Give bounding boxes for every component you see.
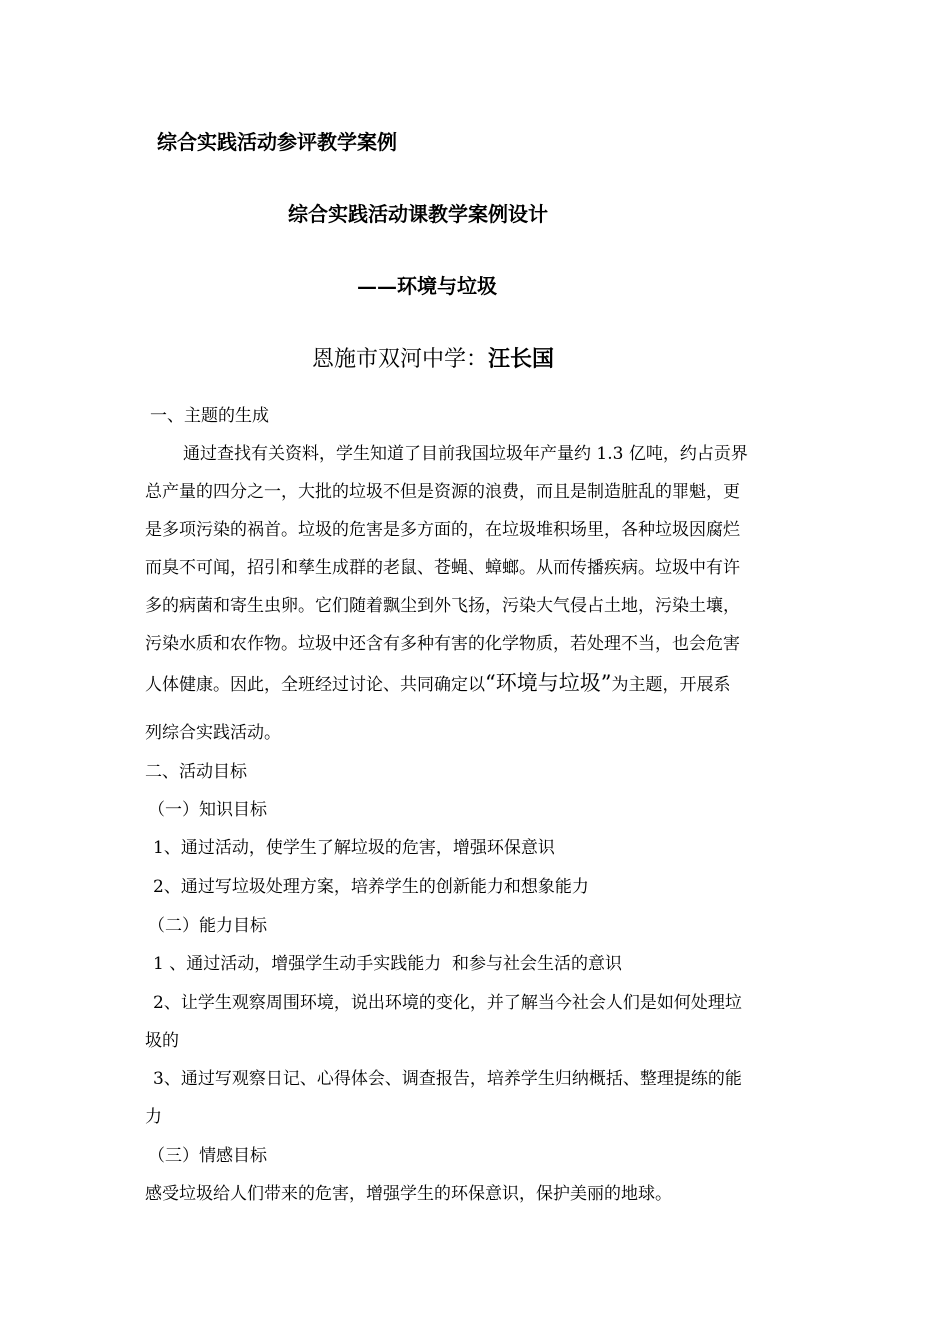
author-line [312,342,554,373]
emotion-goals-text: 感受垃圾给人们带来的危害，增强学生的环保意识，保护美丽的地球。 [145,1184,672,1204]
paragraph-text: 为主题，开展系 [611,675,731,695]
paragraph-text: 人体健康。因此，全班经过讨论、共同确定以 [145,675,485,695]
paragraph-line: 多的病菌和寄生虫卵。它们随着飘尘到外飞扬，污染大气侵占土地，污染土壤， [145,596,740,616]
ability-goals-heading: （二）能力目标 [148,916,267,936]
paragraph-line: 污染水质和农作物。垃圾中还含有多种有害的化学物质，若处理不当，也会危害 [145,634,740,654]
list-item: 2、让学生观察周围环境，说出环境的变化，并了解当今社会人们是如何处理垃 [153,993,742,1013]
paragraph-line: 是多项污染的祸首。垃圾的危害是多方面的，在垃圾堆积场里，各种垃圾因腐烂 [145,520,740,540]
list-item: 2、通过写垃圾处理方案，培养学生的创新能力和想象能力 [153,877,589,897]
document-title: 综合实践活动课教学案例设计 [288,202,548,226]
paragraph-line: 而臭不可闻，招引和孳生成群的老鼠、苍蝇、蟑螂。从而传播疾病。垃圾中有许 [145,558,740,578]
list-item: 1、通过活动，使学生了解垃圾的危害，增强环保意识 [153,838,555,858]
list-item-continuation: 力 [145,1107,162,1127]
list-item: 3、通过写观察日记、心得体会、调查报告，培养学生归纳概括、整理提练的能 [153,1069,742,1089]
document-subtitle: ——环境与垃圾 [357,274,497,298]
theme-quote: “环境与垃圾” [485,671,612,695]
paragraph-line: 列综合实践活动。 [145,723,281,743]
header-title: 综合实践活动参评教学案例 [157,130,397,154]
paragraph-line: 总产量的四分之一，大批的垃圾不但是资源的浪费，而且是制造脏乱的罪魁，更 [145,482,740,502]
emotion-goals-heading: （三）情感目标 [148,1146,267,1166]
paragraph-line [145,672,730,696]
knowledge-goals-heading: （一）知识目标 [148,800,267,820]
author-name: 汪长国 [488,346,555,372]
section1-heading: 一、主题的生成 [150,406,269,426]
list-item: 1 、通过活动，增强学生动手实践能力 和参与社会生活的意识 [153,954,623,974]
paragraph-line: 通过查找有关资料，学生知道了目前我国垃圾年产量约 1.3 亿吨，约占贡界 [183,444,748,464]
section2-heading: 二、活动目标 [145,762,247,782]
author-school: 恩施市双河中学： [312,347,489,372]
list-item-continuation: 圾的 [145,1031,179,1051]
